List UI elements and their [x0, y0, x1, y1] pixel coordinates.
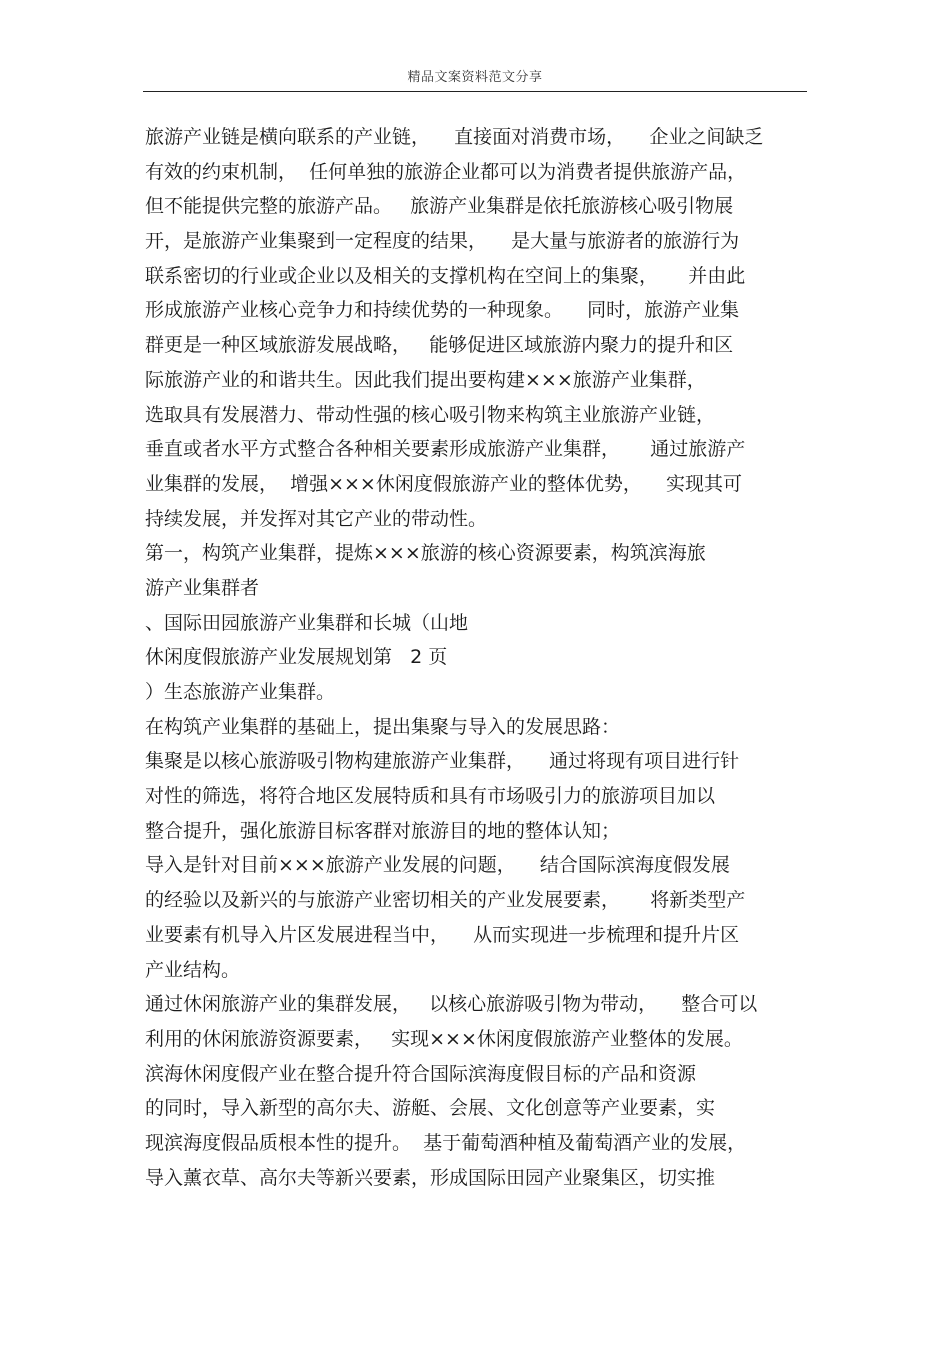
text-line: 游产业集群者	[145, 576, 260, 599]
text-line: 的经验以及新兴的与旅游产业密切相关的产业发展要素， 将新类型产	[145, 889, 746, 912]
text-line: 形成旅游产业核心竞争力和持续优势的一种现象。 同时，旅游产业集	[145, 299, 740, 322]
text-line: 滨海休闲度假产业在整合提升符合国际滨海度假目标的产品和资源	[145, 1062, 697, 1085]
text-line: 联系密切的行业或企业以及相关的支撑机构在空间上的集聚， 并由此	[145, 264, 746, 287]
text-line: 导入是针对目前×××旅游产业发展的问题， 结合国际滨海度假发展	[145, 854, 730, 877]
text-line: ）生态旅游产业集群。	[145, 681, 336, 703]
text-line: 业集群的发展， 增强×××休闲度假旅游产业的整体优势， 实现其可	[145, 472, 742, 495]
document-body	[145, 120, 810, 1195]
text-line: 第一，构筑产业集群，提炼×××旅游的核心资源要素，构筑滨海旅	[145, 542, 706, 565]
text-line: 旅游产业链是横向联系的产业链， 直接面对消费市场， 企业之间缺乏	[145, 126, 764, 148]
text-line: 产业结构。	[145, 958, 241, 981]
text-line: 对性的筛选，将符合地区发展特质和具有市场吸引力的旅游项目加以	[145, 785, 716, 808]
text-line: 集聚是以核心旅游吸引物构建旅游产业集群， 通过将现有项目进行针	[145, 750, 740, 773]
text-line: 的同时，导入新型的高尔夫、游艇、会展、文化创意等产业要素，实	[145, 1097, 716, 1120]
text-line: 、国际田园旅游产业集群和长城（山地	[145, 611, 469, 634]
text-line: 持续发展，并发挥对其它产业的带动性。	[145, 507, 488, 530]
text-line: 但不能提供完整的旅游产品。 旅游产业集群是依托旅游核心吸引物展	[145, 195, 734, 218]
header-divider	[143, 91, 807, 92]
page-header: 精品文案资料范文分享	[407, 70, 543, 85]
text-line: 整合提升，强化旅游目标客群对旅游目的地的整体认知；	[145, 819, 621, 842]
text-line: 现滨海度假品质根本性的提升。 基于葡萄酒种植及葡萄酒产业的发展，	[145, 1131, 747, 1154]
text-line: 选取具有发展潜力、带动性强的核心吸引物来构筑主业旅游产业链，	[145, 403, 716, 426]
text-line: 休闲度假旅游产业发展规划第 2 页	[145, 646, 448, 669]
text-line: 业要素有机导入片区发展进程当中， 从而实现进一步梳理和提升片区	[145, 923, 740, 946]
text-line: 开，是旅游产业集聚到一定程度的结果， 是大量与旅游者的旅游行为	[145, 230, 740, 253]
text-line: 通过休闲旅游产业的集群发展， 以核心旅游吸引物为带动， 整合可以	[145, 993, 758, 1016]
text-line: 垂直或者水平方式整合各种相关要素形成旅游产业集群， 通过旅游产	[145, 438, 746, 461]
text-line: 际旅游产业的和谐共生。因此我们提出要构建×××旅游产业集群，	[145, 368, 706, 391]
text-line: 导入薰衣草、高尔夫等新兴要素，形成国际田园产业聚集区，切实推	[145, 1166, 716, 1189]
text-line: 利用的休闲旅游资源要素， 实现×××休闲度假旅游产业整体的发展。	[145, 1027, 743, 1050]
text-line: 群更是一种区域旅游发展战略， 能够促进区域旅游内聚力的提升和区	[145, 334, 734, 357]
text-line: 有效的约束机制， 任何单独的旅游企业都可以为消费者提供旅游产品，	[145, 160, 747, 183]
text-line: 在构筑产业集群的基础上，提出集聚与导入的发展思路：	[145, 715, 621, 738]
